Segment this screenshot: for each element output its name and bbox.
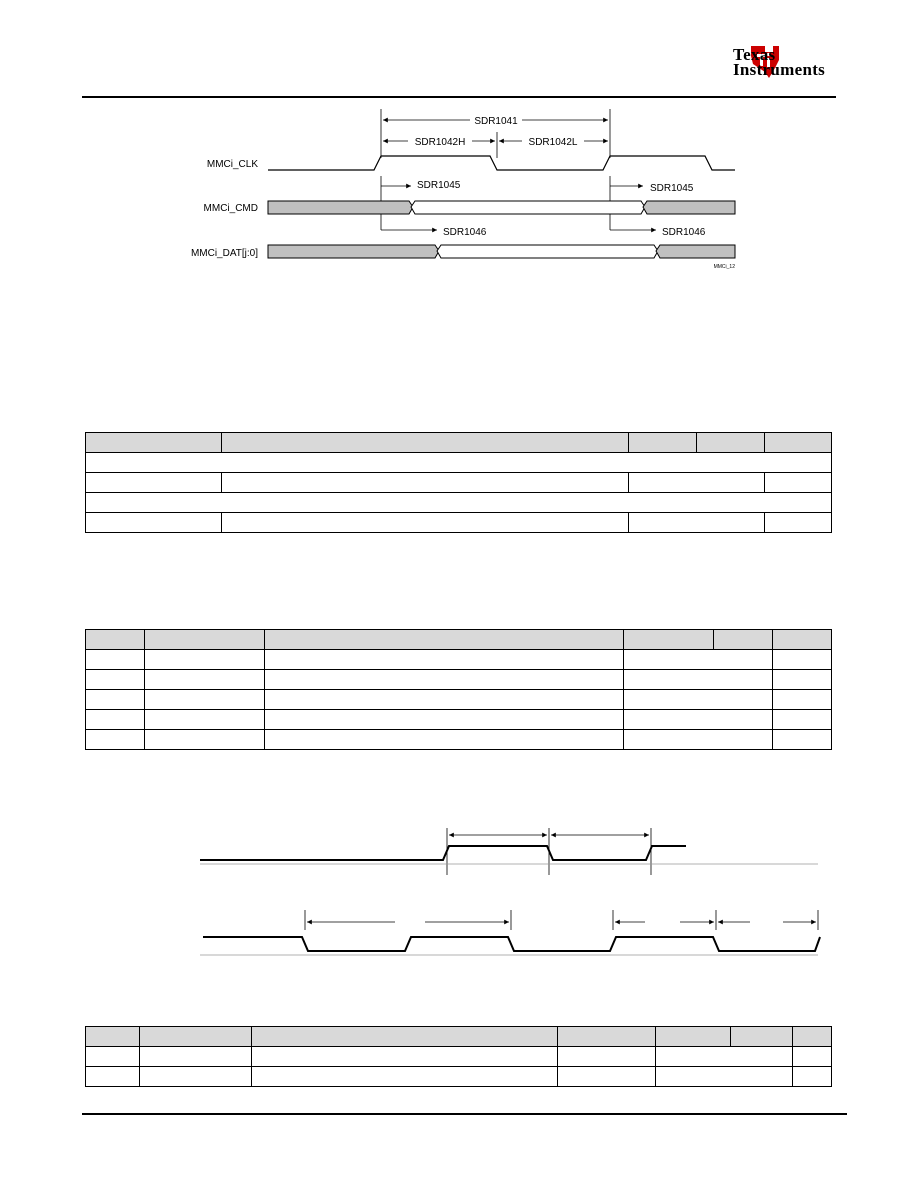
param-low: SDR1042L bbox=[528, 137, 578, 148]
timing-table-1 bbox=[85, 432, 832, 533]
signal-clk-label: MMCi_CLK bbox=[206, 159, 258, 170]
signal-cmd-label: MMCi_CMD bbox=[203, 203, 258, 214]
table-row bbox=[86, 453, 832, 473]
table-header-row bbox=[86, 433, 832, 453]
param-cmd-delay-b: SDR1045 bbox=[650, 183, 694, 194]
table-row bbox=[86, 1047, 832, 1067]
param-cmd-delay-a: SDR1045 bbox=[417, 180, 461, 191]
table-row bbox=[86, 473, 832, 493]
table-row bbox=[86, 650, 832, 670]
lower-waveform-1 bbox=[200, 828, 818, 875]
footer-rule bbox=[82, 1113, 847, 1115]
lower-timing-diagram bbox=[0, 820, 918, 970]
brand-line2: Instruments bbox=[733, 60, 826, 79]
table-row bbox=[86, 690, 832, 710]
param-dat-delay-b: SDR1046 bbox=[662, 227, 706, 238]
dat-waveform bbox=[268, 245, 735, 258]
lower-waveform-2 bbox=[200, 910, 820, 955]
timing-table-2 bbox=[85, 629, 832, 750]
table-row bbox=[86, 513, 832, 533]
table-row bbox=[86, 1067, 832, 1087]
figure-id: MMCi_12 bbox=[713, 264, 735, 270]
signal-dat-label: MMCi_DAT[j:0] bbox=[190, 248, 258, 259]
brand-line1: Texas bbox=[733, 45, 776, 64]
table-row bbox=[86, 730, 832, 750]
clk-waveform bbox=[268, 156, 735, 170]
cmd-waveform bbox=[268, 201, 735, 214]
table-header-row bbox=[86, 1027, 832, 1047]
param-high: SDR1042H bbox=[414, 137, 466, 148]
timing-table-3 bbox=[85, 1026, 832, 1087]
table-row bbox=[86, 493, 832, 513]
param-dat-delay-a: SDR1046 bbox=[443, 227, 487, 238]
table-row bbox=[86, 710, 832, 730]
table-header-row bbox=[86, 630, 832, 650]
table-row bbox=[86, 670, 832, 690]
param-period: SDR1041 bbox=[474, 116, 518, 127]
mmc-timing-diagram bbox=[0, 0, 918, 300]
